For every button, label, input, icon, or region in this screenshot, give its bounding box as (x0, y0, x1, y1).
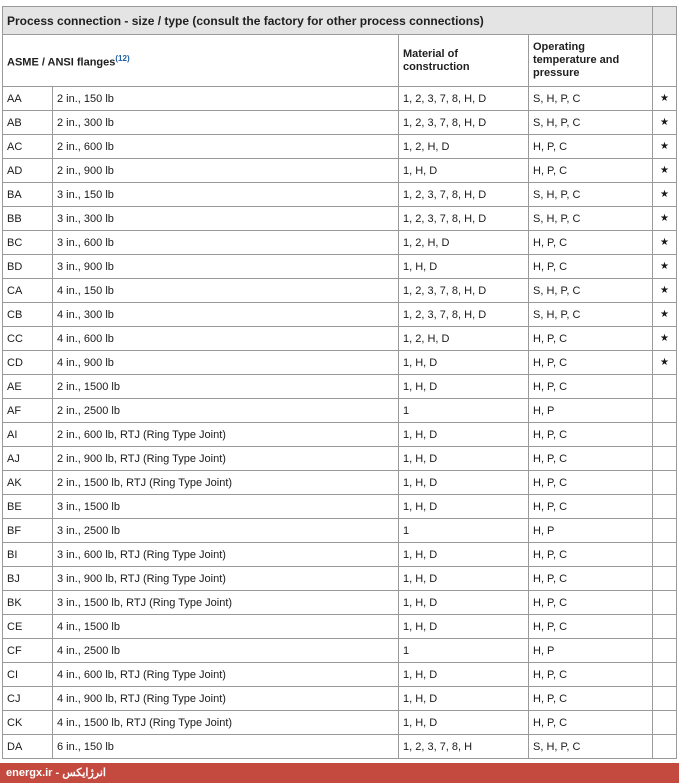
table-row (3, 495, 677, 519)
row-description-cell: 3 in., 1500 lb (53, 495, 399, 519)
row-code-cell: CF (3, 639, 53, 663)
table-row (3, 423, 677, 447)
row-star-icon (653, 543, 677, 567)
row-material-cell: 1, H, D (399, 423, 529, 447)
table-row (3, 255, 677, 279)
row-material-cell: 1, 2, 3, 7, 8, H, D (399, 303, 529, 327)
table-row (3, 687, 677, 711)
row-star-icon: ★ (653, 87, 677, 111)
row-material-cell: 1 (399, 399, 529, 423)
row-description-cell: 2 in., 150 lb (53, 87, 399, 111)
row-operating-cell: H, P, C (529, 471, 653, 495)
row-code-cell: BF (3, 519, 53, 543)
row-operating-cell: H, P, C (529, 495, 653, 519)
row-code-cell: CK (3, 711, 53, 735)
table-row (3, 663, 677, 687)
row-operating-cell: S, H, P, C (529, 207, 653, 231)
code-column-header (3, 35, 399, 87)
row-operating-cell: H, P, C (529, 711, 653, 735)
row-material-cell: 1, H, D (399, 567, 529, 591)
row-operating-cell: H, P, C (529, 375, 653, 399)
row-code-cell: CB (3, 303, 53, 327)
row-operating-cell: H, P, C (529, 447, 653, 471)
row-star-icon (653, 615, 677, 639)
row-material-cell: 1, H, D (399, 375, 529, 399)
footnote-reference: (12) (115, 53, 130, 63)
row-star-icon (653, 471, 677, 495)
row-star-icon: ★ (653, 207, 677, 231)
row-material-cell: 1, 2, 3, 7, 8, H, D (399, 183, 529, 207)
table-row (3, 543, 677, 567)
table-row (3, 375, 677, 399)
row-description-cell: 4 in., 600 lb, RTJ (Ring Type Joint) (53, 663, 399, 687)
table-row (3, 135, 677, 159)
row-description-cell: 2 in., 900 lb, RTJ (Ring Type Joint) (53, 447, 399, 471)
table-title-row (3, 7, 677, 35)
row-star-icon: ★ (653, 255, 677, 279)
row-description-cell: 2 in., 1500 lb, RTJ (Ring Type Joint) (53, 471, 399, 495)
process-connection-table (2, 6, 677, 759)
row-code-cell: BE (3, 495, 53, 519)
row-description-cell: 2 in., 900 lb (53, 159, 399, 183)
table-title: Process connection - size / type (consult the factory for other process connections) (3, 7, 653, 35)
row-star-icon: ★ (653, 135, 677, 159)
row-star-icon: ★ (653, 111, 677, 135)
row-description-cell: 2 in., 2500 lb (53, 399, 399, 423)
operating-column-header: Operating temperature and pressure (529, 35, 653, 87)
row-material-cell: 1, 2, 3, 7, 8, H, D (399, 279, 529, 303)
row-material-cell: 1, 2, 3, 7, 8, H (399, 735, 529, 759)
row-material-cell: 1, H, D (399, 591, 529, 615)
row-star-icon (653, 687, 677, 711)
table-row (3, 159, 677, 183)
row-star-icon (653, 663, 677, 687)
table-body (3, 87, 677, 759)
row-star-icon: ★ (653, 327, 677, 351)
row-code-cell: CI (3, 663, 53, 687)
table-row (3, 111, 677, 135)
watermark-bar (0, 763, 679, 783)
row-operating-cell: H, P, C (529, 255, 653, 279)
row-description-cell: 4 in., 1500 lb, RTJ (Ring Type Joint) (53, 711, 399, 735)
row-code-cell: AC (3, 135, 53, 159)
table-row (3, 327, 677, 351)
row-operating-cell: H, P, C (529, 567, 653, 591)
row-description-cell: 4 in., 2500 lb (53, 639, 399, 663)
row-operating-cell: H, P, C (529, 423, 653, 447)
row-star-icon (653, 423, 677, 447)
row-material-cell: 1, H, D (399, 615, 529, 639)
table-row (3, 279, 677, 303)
row-description-cell: 2 in., 1500 lb (53, 375, 399, 399)
table-row (3, 591, 677, 615)
row-operating-cell: H, P, C (529, 615, 653, 639)
row-star-icon: ★ (653, 303, 677, 327)
row-star-icon: ★ (653, 159, 677, 183)
row-material-cell: 1, H, D (399, 687, 529, 711)
row-description-cell: 3 in., 2500 lb (53, 519, 399, 543)
row-operating-cell: H, P, C (529, 231, 653, 255)
table-row (3, 615, 677, 639)
table-row (3, 519, 677, 543)
row-description-cell: 3 in., 600 lb, RTJ (Ring Type Joint) (53, 543, 399, 567)
row-operating-cell: H, P (529, 639, 653, 663)
material-column-header: Material of construction (399, 35, 529, 87)
row-material-cell: 1, H, D (399, 471, 529, 495)
row-star-icon: ★ (653, 279, 677, 303)
row-operating-cell: S, H, P, C (529, 183, 653, 207)
table-row (3, 471, 677, 495)
row-description-cell: 4 in., 300 lb (53, 303, 399, 327)
row-material-cell: 1 (399, 519, 529, 543)
row-code-cell: AE (3, 375, 53, 399)
row-description-cell: 4 in., 900 lb, RTJ (Ring Type Joint) (53, 687, 399, 711)
row-description-cell: 2 in., 300 lb (53, 111, 399, 135)
row-operating-cell: S, H, P, C (529, 735, 653, 759)
row-code-cell: CC (3, 327, 53, 351)
row-description-cell: 4 in., 1500 lb (53, 615, 399, 639)
row-code-cell: AA (3, 87, 53, 111)
row-code-cell: AK (3, 471, 53, 495)
row-code-cell: CJ (3, 687, 53, 711)
row-material-cell: 1 (399, 639, 529, 663)
row-code-cell: AF (3, 399, 53, 423)
row-star-icon (653, 591, 677, 615)
watermark-text: energx.ir - انرژایکس (6, 767, 106, 779)
row-code-cell: AD (3, 159, 53, 183)
row-code-cell: BA (3, 183, 53, 207)
row-description-cell: 3 in., 150 lb (53, 183, 399, 207)
row-code-cell: AB (3, 111, 53, 135)
row-material-cell: 1, H, D (399, 159, 529, 183)
row-material-cell: 1, H, D (399, 543, 529, 567)
row-material-cell: 1, 2, H, D (399, 327, 529, 351)
row-code-cell: CA (3, 279, 53, 303)
table-row (3, 231, 677, 255)
code-header-label: ASME / ANSI flanges (7, 56, 116, 69)
row-star-icon (653, 399, 677, 423)
table-row (3, 303, 677, 327)
row-star-icon (653, 735, 677, 759)
row-operating-cell: H, P, C (529, 351, 653, 375)
table-row (3, 735, 677, 759)
table-row (3, 183, 677, 207)
table-row (3, 567, 677, 591)
row-star-icon (653, 567, 677, 591)
row-description-cell: 3 in., 900 lb, RTJ (Ring Type Joint) (53, 567, 399, 591)
row-material-cell: 1, H, D (399, 255, 529, 279)
row-material-cell: 1, 2, 3, 7, 8, H, D (399, 111, 529, 135)
row-operating-cell: H, P, C (529, 159, 653, 183)
row-operating-cell: H, P (529, 519, 653, 543)
table-header-row (3, 35, 677, 87)
row-material-cell: 1, H, D (399, 711, 529, 735)
row-material-cell: 1, H, D (399, 447, 529, 471)
row-description-cell: 3 in., 900 lb (53, 255, 399, 279)
row-star-icon (653, 447, 677, 471)
table-row (3, 399, 677, 423)
row-material-cell: 1, 2, H, D (399, 231, 529, 255)
table-row (3, 87, 677, 111)
row-operating-cell: S, H, P, C (529, 303, 653, 327)
row-code-cell: BI (3, 543, 53, 567)
row-code-cell: BB (3, 207, 53, 231)
table-row (3, 639, 677, 663)
row-description-cell: 4 in., 900 lb (53, 351, 399, 375)
row-operating-cell: S, H, P, C (529, 279, 653, 303)
star-column-header (653, 35, 677, 87)
row-star-icon (653, 495, 677, 519)
row-description-cell: 3 in., 1500 lb, RTJ (Ring Type Joint) (53, 591, 399, 615)
row-description-cell: 3 in., 300 lb (53, 207, 399, 231)
row-operating-cell: H, P, C (529, 327, 653, 351)
row-material-cell: 1, 2, H, D (399, 135, 529, 159)
row-material-cell: 1, H, D (399, 351, 529, 375)
row-operating-cell: S, H, P, C (529, 87, 653, 111)
row-code-cell: DA (3, 735, 53, 759)
row-description-cell: 2 in., 600 lb (53, 135, 399, 159)
row-code-cell: CE (3, 615, 53, 639)
row-star-icon (653, 711, 677, 735)
row-star-icon: ★ (653, 351, 677, 375)
row-code-cell: BJ (3, 567, 53, 591)
row-code-cell: BK (3, 591, 53, 615)
row-code-cell: AI (3, 423, 53, 447)
row-operating-cell: H, P, C (529, 543, 653, 567)
row-description-cell: 4 in., 600 lb (53, 327, 399, 351)
row-material-cell: 1, 2, 3, 7, 8, H, D (399, 207, 529, 231)
row-operating-cell: S, H, P, C (529, 111, 653, 135)
table-row (3, 207, 677, 231)
row-material-cell: 1, 2, 3, 7, 8, H, D (399, 87, 529, 111)
row-operating-cell: H, P, C (529, 663, 653, 687)
row-description-cell: 6 in., 150 lb (53, 735, 399, 759)
row-star-icon (653, 375, 677, 399)
row-operating-cell: H, P, C (529, 591, 653, 615)
row-material-cell: 1, H, D (399, 495, 529, 519)
table-row (3, 711, 677, 735)
table-row (3, 351, 677, 375)
title-side-cell (653, 7, 677, 35)
row-material-cell: 1, H, D (399, 663, 529, 687)
row-description-cell: 2 in., 600 lb, RTJ (Ring Type Joint) (53, 423, 399, 447)
row-operating-cell: H, P, C (529, 135, 653, 159)
row-code-cell: AJ (3, 447, 53, 471)
row-description-cell: 3 in., 600 lb (53, 231, 399, 255)
row-operating-cell: H, P, C (529, 687, 653, 711)
table-row (3, 447, 677, 471)
row-description-cell: 4 in., 150 lb (53, 279, 399, 303)
row-operating-cell: H, P (529, 399, 653, 423)
row-code-cell: BD (3, 255, 53, 279)
row-code-cell: BC (3, 231, 53, 255)
row-star-icon (653, 519, 677, 543)
row-star-icon (653, 639, 677, 663)
row-star-icon: ★ (653, 183, 677, 207)
row-star-icon: ★ (653, 231, 677, 255)
row-code-cell: CD (3, 351, 53, 375)
